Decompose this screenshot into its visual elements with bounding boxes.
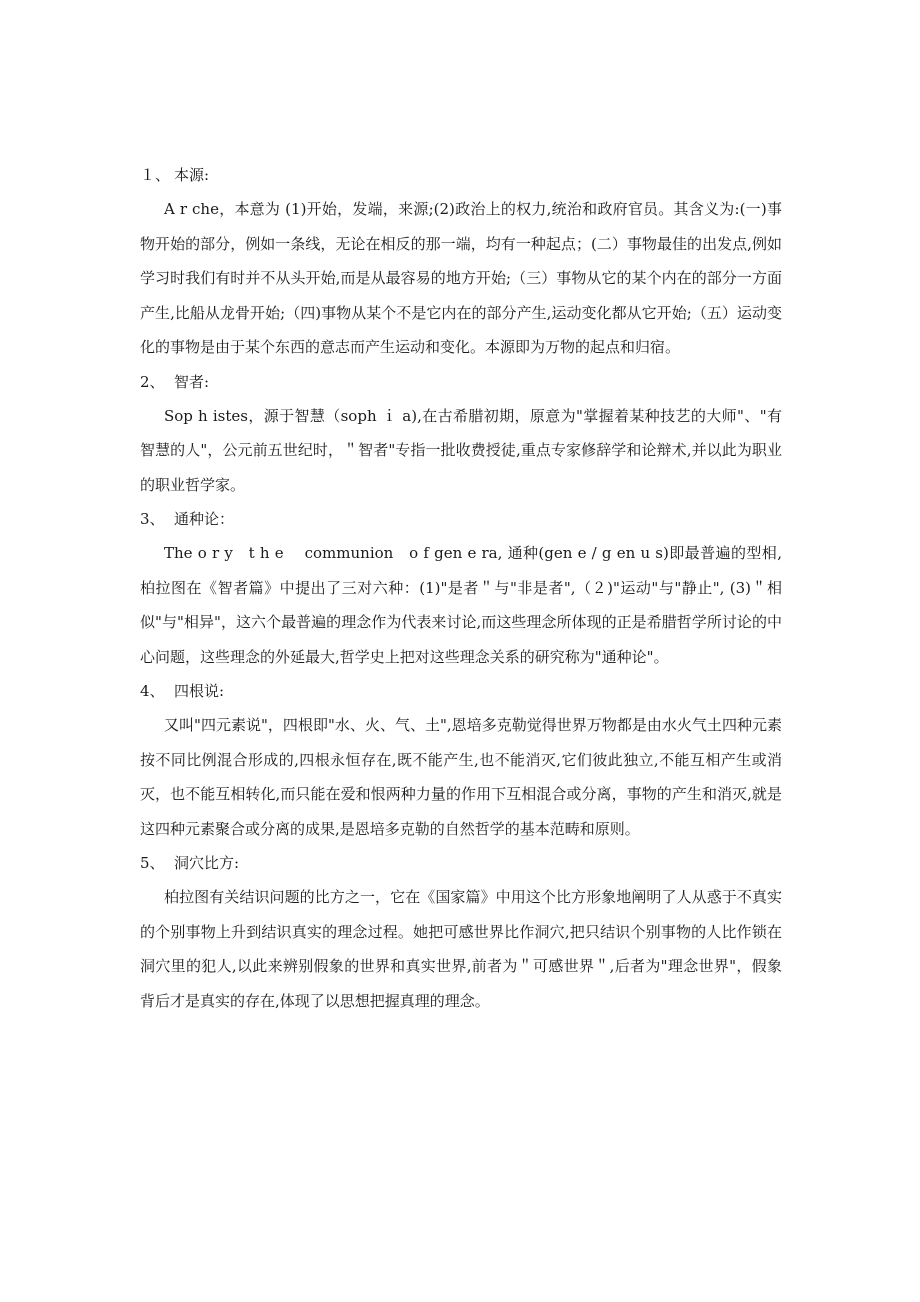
section-number: 4、 <box>140 682 165 700</box>
section-body-2: Sop h istes，源于智慧（soph ｉ a),在古希腊初期，原意为"掌握着某种技艺的大师"、"有智慧的人"，公元前五世纪时，＂智者"专指一批收费授徒,重点专家修辞学和论辩术,并以此为职业的职业哲学家。 <box>140 406 782 494</box>
section-heading-2 <box>140 365 782 399</box>
section-body-3: The o r y t h e communion o f gen e ra, 通种(gen e / g en u s)即最普遍的型相,柏拉图在《智者篇》中提出了三对六种：(1)"是者＂与"非是者",（２)"运动"与"静止", (3)＂相似"与"相异"，这六个最普遍的理念作为代表来讨论,而这些理念所体现的正是希腊哲学所讨论的中心问题，这些理念的外延最大,哲学史上把对这些理念关系的研究称为"通种论"。 <box>140 544 782 666</box>
document-page <box>140 158 782 1018</box>
section-body-1: A r che，本意为 (1)开始，发端，来源;(2)政治上的权力,统治和政府官员。其含义为:(一)事物开始的部分，例如一条线，无论在相反的那一端，均有一种起点；(二）事物最佳的出发点,例如学习时我们有时并不从头开始,而是从最容易的地方开始;（三）事物从它的某个内在的部分一方面产生,比船从龙骨开始;（四)事物从某个不是它内在的部分产生,运动变化都从它开始;（五）运动变化的事物是由于某个东西的意志而产生运动和变化。本源即为万物的起点和归宿。 <box>140 200 782 356</box>
section-number: 3、 <box>140 510 165 528</box>
section-number: 5、 <box>140 854 165 872</box>
section-title: 四根说: <box>174 682 225 700</box>
section-title: 通种论： <box>174 510 235 528</box>
section-number: １、 <box>140 166 171 184</box>
section-heading-5 <box>140 846 782 880</box>
section-title: 洞穴比方: <box>174 854 240 872</box>
section-heading-4 <box>140 674 782 708</box>
section-body-5: 柏拉图有关结识问题的比方之一，它在《国家篇》中用这个比方形象地阐明了人从惑于不真实的个别事物上升到结识真实的理念过程。她把可感世界比作洞穴,把只结识个别事物的人比作锁在洞穴里的犯人,以此来辨别假象的世界和真实世界,前者为＂可感世界＂,后者为"理念世界"，假象背后才是真实的存在,体现了以思想把握真理的理念。 <box>140 888 782 1010</box>
section-title: 智者: <box>174 372 210 391</box>
section-title: 本源: <box>174 166 210 184</box>
section-number: 2、 <box>140 372 165 391</box>
section-heading-1 <box>140 158 782 192</box>
section-body-4: 又叫"四元素说"，四根即"水、火、气、土",恩培多克勒觉得世界万物都是由水火气土四种元素按不同比例混合形成的,四根永恒存在,既不能产生,也不能消灭,它们彼此独立,不能互相产生或消灭，也不能互相转化,而只能在爱和恨两种力量的作用下互相混合或分离，事物的产生和消灭,就是这四种元素聚合或分离的成果,是恩培多克勒的自然哲学的基本范畴和原则。 <box>140 716 782 838</box>
section-heading-3 <box>140 502 782 536</box>
